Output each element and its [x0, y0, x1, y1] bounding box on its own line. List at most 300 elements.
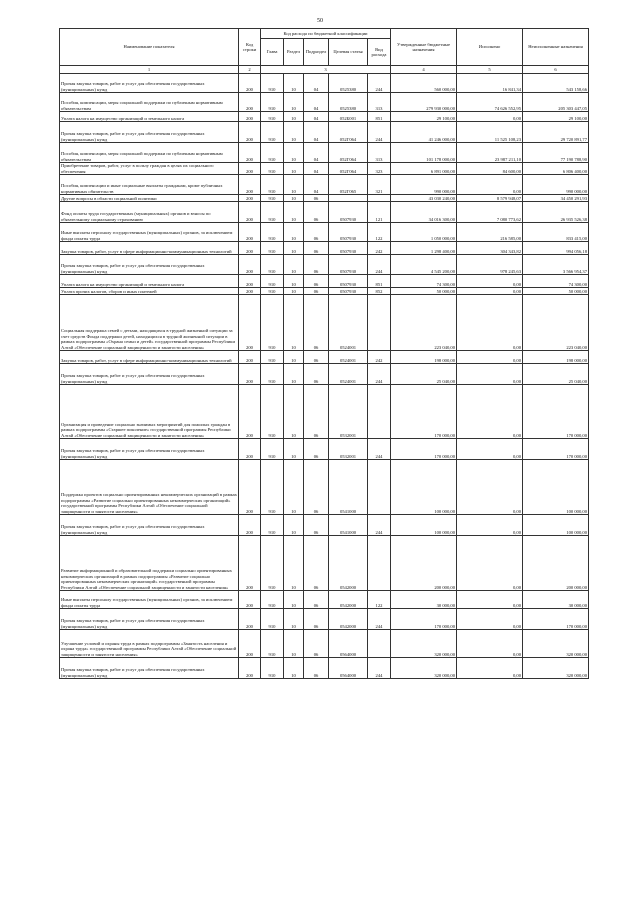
cell-name: Прочая закупка товаров, работ и услуг для обеспечения государственных (муниципальных) нужд	[60, 74, 239, 93]
cell-executed: 0,00	[457, 609, 523, 630]
column-number: 1	[60, 66, 239, 74]
cell-expense-type: 244	[368, 609, 391, 630]
cell-approved: 101 178 000,00	[391, 143, 457, 163]
cell-podrazdel: 06	[304, 515, 329, 536]
table-row	[60, 609, 589, 630]
cell-podrazdel: 06	[304, 288, 329, 295]
table-row	[60, 195, 589, 202]
cell-approved: 1 050 000,00	[391, 223, 457, 242]
cell-glava: 910	[261, 658, 284, 679]
table-row	[60, 515, 589, 536]
cell-glava: 910	[261, 609, 284, 630]
cell-podrazdel: 06	[304, 195, 329, 202]
cell-target: 0507930	[329, 288, 368, 295]
cell-razdel: 10	[284, 223, 304, 242]
cell-executed: 0,00	[457, 112, 523, 122]
table-row	[60, 112, 589, 122]
cell-razdel: 10	[284, 163, 304, 175]
cell-podrazdel: 04	[304, 143, 329, 163]
cell-podrazdel: 06	[304, 364, 329, 385]
cell-podrazdel: 06	[304, 202, 329, 223]
cell-row-code: 200	[239, 93, 261, 112]
cell-expense-type: 244	[368, 658, 391, 679]
cell-expense-type	[368, 385, 391, 439]
cell-executed: 8 579 948,07	[457, 195, 523, 202]
cell-row-code: 200	[239, 385, 261, 439]
cell-executed: 0,00	[457, 658, 523, 679]
cell-podrazdel: 04	[304, 74, 329, 93]
cell-name: Иные выплаты персоналу государственных (муниципальных) органов, за исключением фонда оплаты труда	[60, 223, 239, 242]
cell-name: Прочая закупка товаров, работ и услуг для обеспечения государственных (муниципальных) нужд	[60, 658, 239, 679]
cell-target: 052Г065	[329, 175, 368, 195]
cell-podrazdel: 04	[304, 122, 329, 143]
cell-executed: 0,00	[457, 295, 523, 351]
cell-executed: 23 987 211,10	[457, 143, 523, 163]
cell-executed: 0,00	[457, 439, 523, 460]
cell-approved: 34 016 300,00	[391, 202, 457, 223]
cell-approved: 1 298 400,00	[391, 242, 457, 255]
cell-expense-type: 122	[368, 591, 391, 609]
table-row	[60, 658, 589, 679]
cell-executed: 0,00	[457, 275, 523, 288]
cell-podrazdel: 06	[304, 439, 329, 460]
cell-name: Пособия, компенсации и иные социальные выплаты гражданам, кроме публичных нормативных обязательств	[60, 175, 239, 195]
cell-target	[329, 195, 368, 202]
cell-glava: 910	[261, 364, 284, 385]
table-row	[60, 364, 589, 385]
cell-row-code: 200	[239, 460, 261, 515]
cell-row-code: 200	[239, 536, 261, 591]
cell-podrazdel: 04	[304, 93, 329, 112]
cell-target: 0542000	[329, 591, 368, 609]
cell-target: 0532001	[329, 439, 368, 460]
cell-unexecuted: 170 000,00	[523, 439, 589, 460]
cell-row-code: 200	[239, 439, 261, 460]
cell-approved: 30 000,00	[391, 591, 457, 609]
cell-executed: 0,00	[457, 385, 523, 439]
column-number: 6	[523, 66, 589, 74]
table-row	[60, 591, 589, 609]
cell-executed: 978 245,63	[457, 255, 523, 275]
cell-glava: 910	[261, 143, 284, 163]
header-expense-type: Вид расхода	[368, 39, 391, 66]
cell-podrazdel: 06	[304, 351, 329, 364]
cell-name: Прочая закупка товаров, работ и услуг для обеспечения государственных (муниципальных) нужд	[60, 609, 239, 630]
table-row	[60, 275, 589, 288]
cell-unexecuted: 170 000,00	[523, 385, 589, 439]
cell-expense-type: 244	[368, 122, 391, 143]
cell-name: Иные выплаты персоналу государственных (муниципальных) органов, за исключением фонда оплаты труда	[60, 591, 239, 609]
cell-executed: 16 841,34	[457, 74, 523, 93]
cell-row-code: 200	[239, 143, 261, 163]
cell-name: Улучшение условий и охраны труда в рамках подпрограммы «Занятость населения и охрана труда» государственной программы Республики Алтай «Обеспечение социальной защищенности и занятости населения»	[60, 630, 239, 658]
cell-target: 052Г064	[329, 143, 368, 163]
header-row-top	[60, 29, 589, 39]
table-row	[60, 143, 589, 163]
cell-glava: 910	[261, 630, 284, 658]
cell-executed: 74 626 552,95	[457, 93, 523, 112]
cell-unexecuted: 198 000,00	[523, 351, 589, 364]
cell-unexecuted: 34 450 291,93	[523, 195, 589, 202]
cell-approved: 170 000,00	[391, 609, 457, 630]
cell-name: Прочая закупка товаров, работ и услуг для обеспечения государственных (муниципальных) нужд	[60, 515, 239, 536]
cell-row-code: 200	[239, 223, 261, 242]
cell-target: 0532001	[329, 385, 368, 439]
cell-executed: 216 585,00	[457, 223, 523, 242]
cell-expense-type: 851	[368, 275, 391, 288]
cell-unexecuted: 320 000,00	[523, 630, 589, 658]
cell-razdel: 10	[284, 112, 304, 122]
table-row	[60, 74, 589, 93]
cell-razdel: 10	[284, 195, 304, 202]
cell-unexecuted: 30 000,00	[523, 591, 589, 609]
cell-podrazdel: 06	[304, 591, 329, 609]
cell-razdel: 10	[284, 288, 304, 295]
cell-row-code: 200	[239, 288, 261, 295]
cell-expense-type: 244	[368, 255, 391, 275]
table-row	[60, 122, 589, 143]
cell-row-code: 200	[239, 74, 261, 93]
cell-razdel: 10	[284, 275, 304, 288]
cell-glava: 910	[261, 223, 284, 242]
cell-executed: 0,00	[457, 591, 523, 609]
cell-row-code: 200	[239, 163, 261, 175]
cell-target: 0541000	[329, 515, 368, 536]
cell-razdel: 10	[284, 515, 304, 536]
cell-expense-type	[368, 295, 391, 351]
cell-podrazdel: 06	[304, 609, 329, 630]
table-row	[60, 295, 589, 351]
cell-expense-type: 851	[368, 112, 391, 122]
table-row	[60, 536, 589, 591]
table-row	[60, 255, 589, 275]
cell-row-code: 200	[239, 202, 261, 223]
cell-podrazdel: 06	[304, 460, 329, 515]
cell-unexecuted: 74 300,00	[523, 275, 589, 288]
cell-glava: 910	[261, 175, 284, 195]
cell-name: Прочая закупка товаров, работ и услуг для обеспечения государственных (муниципальных) нужд	[60, 255, 239, 275]
cell-razdel: 10	[284, 385, 304, 439]
cell-name: Фонд оплаты труда государственных (муниципальных) органов и взносы по обязательному социальному страхованию	[60, 202, 239, 223]
cell-target: 052Г064	[329, 163, 368, 175]
cell-target: 0564000	[329, 630, 368, 658]
table-row	[60, 460, 589, 515]
cell-unexecuted: 25 040,00	[523, 364, 589, 385]
cell-glava: 910	[261, 195, 284, 202]
cell-row-code: 200	[239, 112, 261, 122]
cell-podrazdel: 06	[304, 630, 329, 658]
cell-executed: 0,00	[457, 536, 523, 591]
cell-approved: 41 246 000,00	[391, 122, 457, 143]
cell-glava: 910	[261, 255, 284, 275]
cell-razdel: 10	[284, 295, 304, 351]
cell-podrazdel: 06	[304, 255, 329, 275]
cell-glava: 910	[261, 536, 284, 591]
cell-executed: 0,00	[457, 351, 523, 364]
table-row	[60, 351, 589, 364]
cell-row-code: 200	[239, 658, 261, 679]
cell-glava: 910	[261, 439, 284, 460]
cell-name: Приобретение товаров, работ, услуг в пользу граждан в целях их социального обеспечения	[60, 163, 239, 175]
cell-approved: 29 100,00	[391, 112, 457, 122]
cell-executed: 304 343,82	[457, 242, 523, 255]
cell-approved: 43 030 240,00	[391, 195, 457, 202]
cell-approved: 50 000,00	[391, 288, 457, 295]
cell-podrazdel: 04	[304, 163, 329, 175]
cell-glava: 910	[261, 202, 284, 223]
cell-glava: 910	[261, 275, 284, 288]
cell-glava: 910	[261, 122, 284, 143]
cell-razdel: 10	[284, 630, 304, 658]
cell-expense-type	[368, 536, 391, 591]
cell-target: 0542000	[329, 536, 368, 591]
cell-razdel: 10	[284, 351, 304, 364]
cell-unexecuted: 26 935 526,38	[523, 202, 589, 223]
cell-podrazdel: 06	[304, 658, 329, 679]
cell-unexecuted: 994 056,18	[523, 242, 589, 255]
cell-razdel: 10	[284, 536, 304, 591]
cell-podrazdel: 06	[304, 536, 329, 591]
cell-row-code: 200	[239, 351, 261, 364]
cell-podrazdel: 06	[304, 295, 329, 351]
cell-podrazdel: 06	[304, 242, 329, 255]
header-class-group: Код расхода по бюджетной классификации	[261, 29, 391, 39]
cell-approved: 279 930 000,00	[391, 93, 457, 112]
cell-row-code: 200	[239, 195, 261, 202]
cell-target: 0507930	[329, 242, 368, 255]
cell-approved: 223 040,00	[391, 295, 457, 351]
cell-executed: 0,00	[457, 288, 523, 295]
cell-approved: 200 000,00	[391, 536, 457, 591]
cell-row-code: 200	[239, 122, 261, 143]
cell-row-code: 200	[239, 242, 261, 255]
cell-approved: 4 545 200,00	[391, 255, 457, 275]
cell-unexecuted: 50 000,00	[523, 288, 589, 295]
table-row	[60, 175, 589, 195]
cell-expense-type	[368, 630, 391, 658]
cell-name: Другие вопросы в области социальной политики	[60, 195, 239, 202]
cell-unexecuted: 100 000,00	[523, 460, 589, 515]
table-row	[60, 93, 589, 112]
cell-expense-type: 321	[368, 175, 391, 195]
cell-row-code: 200	[239, 591, 261, 609]
cell-razdel: 10	[284, 658, 304, 679]
cell-expense-type: 242	[368, 242, 391, 255]
table-row	[60, 202, 589, 223]
cell-expense-type: 122	[368, 223, 391, 242]
cell-expense-type: 313	[368, 143, 391, 163]
cell-row-code: 200	[239, 609, 261, 630]
cell-approved: 320 000,00	[391, 630, 457, 658]
column-number-row	[60, 66, 589, 74]
cell-expense-type: 313	[368, 93, 391, 112]
cell-glava: 910	[261, 163, 284, 175]
cell-approved: 170 000,00	[391, 385, 457, 439]
cell-razdel: 10	[284, 74, 304, 93]
cell-target: 0507930	[329, 275, 368, 288]
header-unexecuted: Неисполненные назначения	[523, 29, 589, 66]
cell-name: Прочая закупка товаров, работ и услуг для обеспечения государственных (муниципальных) нужд	[60, 439, 239, 460]
header-name: Наименование показателя	[60, 29, 239, 66]
cell-name: Пособия, компенсации, меры социальной поддержки по публичным нормативным обязательствам	[60, 93, 239, 112]
cell-glava: 910	[261, 385, 284, 439]
cell-podrazdel: 04	[304, 175, 329, 195]
cell-executed: 0,00	[457, 630, 523, 658]
cell-row-code: 200	[239, 275, 261, 288]
cell-expense-type: 244	[368, 364, 391, 385]
cell-podrazdel: 06	[304, 385, 329, 439]
cell-razdel: 10	[284, 439, 304, 460]
cell-unexecuted: 205 303 447,05	[523, 93, 589, 112]
cell-podrazdel: 06	[304, 275, 329, 288]
cell-glava: 910	[261, 351, 284, 364]
cell-target: 0507930	[329, 223, 368, 242]
cell-approved: 100 000,00	[391, 515, 457, 536]
cell-approved: 6 891 000,00	[391, 163, 457, 175]
cell-glava: 910	[261, 288, 284, 295]
cell-target: 0525380	[329, 93, 368, 112]
cell-unexecuted: 200 000,00	[523, 536, 589, 591]
cell-approved: 990 000,00	[391, 175, 457, 195]
cell-executed: 0,00	[457, 515, 523, 536]
cell-approved: 198 000,00	[391, 351, 457, 364]
cell-row-code: 200	[239, 175, 261, 195]
cell-executed: 84 600,00	[457, 163, 523, 175]
cell-glava: 910	[261, 591, 284, 609]
cell-expense-type: 852	[368, 288, 391, 295]
budget-execution-table	[59, 28, 589, 679]
cell-target: 052Г064	[329, 122, 368, 143]
cell-unexecuted: 6 806 400,00	[523, 163, 589, 175]
cell-razdel: 10	[284, 202, 304, 223]
cell-unexecuted: 543 158,66	[523, 74, 589, 93]
cell-razdel: 10	[284, 143, 304, 163]
cell-executed: 0,00	[457, 460, 523, 515]
cell-target: 052Б001	[329, 112, 368, 122]
cell-row-code: 200	[239, 515, 261, 536]
cell-name: Закупка товаров, работ, услуг в сфере информационно-коммуникационных технологий	[60, 351, 239, 364]
table-row	[60, 223, 589, 242]
cell-target: 0542000	[329, 609, 368, 630]
header-execution: Исполнено	[457, 29, 523, 66]
cell-glava: 910	[261, 93, 284, 112]
cell-name: Прочая закупка товаров, работ и услуг для обеспечения государственных (муниципальных) нужд	[60, 122, 239, 143]
cell-unexecuted: 833 415,00	[523, 223, 589, 242]
cell-target: 0564000	[329, 658, 368, 679]
cell-target: 0507930	[329, 255, 368, 275]
table-row	[60, 288, 589, 295]
cell-approved: 74 300,00	[391, 275, 457, 288]
table-row	[60, 242, 589, 255]
cell-unexecuted: 100 000,00	[523, 515, 589, 536]
cell-approved: 25 040,00	[391, 364, 457, 385]
cell-name: Уплата налога на имущество организаций и земельного налога	[60, 275, 239, 288]
cell-expense-type: 242	[368, 351, 391, 364]
cell-target: 0524001	[329, 351, 368, 364]
cell-name: Прочая закупка товаров, работ и услуг для обеспечения государственных (муниципальных) нужд	[60, 364, 239, 385]
table-row	[60, 385, 589, 439]
header-podrazdel: Подраздел	[304, 39, 329, 66]
cell-expense-type: 121	[368, 202, 391, 223]
cell-expense-type: 244	[368, 439, 391, 460]
cell-executed: 0,00	[457, 175, 523, 195]
cell-name: Поддержка проектов социально ориентированных некоммерческих организаций в рамках подпрограммы «Развитие социально ориентированных некоммерческих организаций» государственной программы Республики Алтай «Обеспечение социальной защищенности и занятости населения»	[60, 460, 239, 515]
cell-unexecuted: 77 190 788,90	[523, 143, 589, 163]
cell-target: 0541000	[329, 460, 368, 515]
cell-unexecuted: 29 720 891,77	[523, 122, 589, 143]
cell-row-code: 200	[239, 630, 261, 658]
cell-razdel: 10	[284, 364, 304, 385]
cell-expense-type	[368, 460, 391, 515]
cell-glava: 910	[261, 74, 284, 93]
cell-unexecuted: 3 566 954,37	[523, 255, 589, 275]
cell-target: 0524001	[329, 295, 368, 351]
column-number: 5	[457, 66, 523, 74]
cell-row-code: 200	[239, 255, 261, 275]
header-target: Целевая статья	[329, 39, 368, 66]
cell-razdel: 10	[284, 255, 304, 275]
header-row-code: Код строки	[239, 29, 261, 66]
cell-unexecuted: 320 000,00	[523, 658, 589, 679]
cell-glava: 910	[261, 112, 284, 122]
cell-name: Закупка товаров, работ, услуг в сфере информационно-коммуникационных технологий	[60, 242, 239, 255]
cell-unexecuted: 29 100,00	[523, 112, 589, 122]
cell-expense-type: 323	[368, 163, 391, 175]
cell-unexecuted: 990 000,00	[523, 175, 589, 195]
cell-target: 0507930	[329, 202, 368, 223]
cell-razdel: 10	[284, 122, 304, 143]
page-number: 50	[317, 18, 323, 24]
cell-razdel: 10	[284, 460, 304, 515]
cell-expense-type	[368, 195, 391, 202]
cell-target: 0525380	[329, 74, 368, 93]
cell-razdel: 10	[284, 175, 304, 195]
header-approved: Утвержденные бюджетные назначения	[391, 29, 457, 66]
cell-approved: 170 000,00	[391, 439, 457, 460]
column-number: 4	[391, 66, 457, 74]
cell-name: Социальная поддержка семей с детьми, находящихся в трудной жизненной ситуации за счет средств Фонда поддержки детей, находящихся в трудной жизненной ситуации в рамках подпрограммы «Охрана семьи и детей» государственной программы Республики Алтай «Обеспечение социальной защищенности и занятости населения»	[60, 295, 239, 351]
cell-podrazdel: 04	[304, 112, 329, 122]
cell-row-code: 200	[239, 295, 261, 351]
cell-glava: 910	[261, 515, 284, 536]
cell-razdel: 10	[284, 609, 304, 630]
cell-executed: 7 080 773,62	[457, 202, 523, 223]
cell-expense-type: 244	[368, 74, 391, 93]
cell-executed: 11 525 108,23	[457, 122, 523, 143]
cell-unexecuted: 170 000,00	[523, 609, 589, 630]
cell-name: Организация и проведение социально значимых мероприятий для пожилых граждан в рамках подпрограммы «Старшее поколение» государственной программы Республики Алтай «Обеспечение социальной защищенности и занятости населения»	[60, 385, 239, 439]
cell-unexecuted: 223 040,00	[523, 295, 589, 351]
cell-podrazdel: 06	[304, 223, 329, 242]
cell-name: Пособия, компенсации, меры социальной поддержки по публичным нормативным обязательствам	[60, 143, 239, 163]
cell-glava: 910	[261, 295, 284, 351]
cell-glava: 910	[261, 460, 284, 515]
table-row	[60, 439, 589, 460]
cell-target: 0524001	[329, 364, 368, 385]
cell-expense-type: 244	[368, 515, 391, 536]
column-number: 3	[261, 66, 391, 74]
table-body	[60, 74, 589, 679]
cell-approved: 320 000,00	[391, 658, 457, 679]
column-number: 2	[239, 66, 261, 74]
header-glava: Глава	[261, 39, 284, 66]
table-row	[60, 163, 589, 175]
cell-razdel: 10	[284, 242, 304, 255]
cell-name: Уплата прочих налогов, сборов и иных платежей	[60, 288, 239, 295]
cell-glava: 910	[261, 242, 284, 255]
cell-approved: 100 000,00	[391, 460, 457, 515]
cell-approved: 560 000,00	[391, 74, 457, 93]
